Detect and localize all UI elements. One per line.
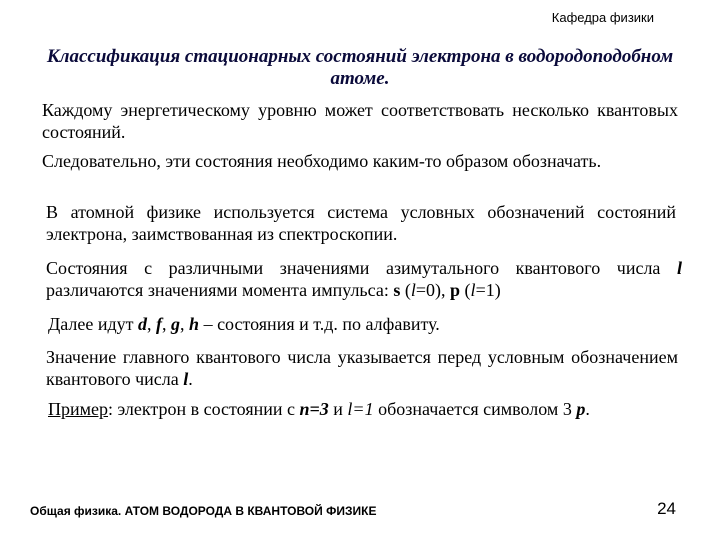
text-fragment: и xyxy=(328,399,348,419)
text-fragment: Состояния с различными значениями азимутального квантового числа xyxy=(46,258,677,278)
symbol-f: f xyxy=(156,314,163,334)
paragraph-principal-number xyxy=(46,346,678,390)
symbol-n3: n=3 xyxy=(299,399,329,419)
text-fragment: . xyxy=(585,399,590,419)
symbol-h: h xyxy=(189,314,200,334)
paragraph-example xyxy=(48,398,680,420)
text-fragment: =1) xyxy=(475,280,501,300)
symbol-l1: l=1 xyxy=(347,399,374,419)
symbol-l: l xyxy=(183,369,189,389)
paragraph-notation-system: В атомной физике используется система условных обозначений состояний электрона, заимствованная из спектроскопии. xyxy=(46,202,676,244)
text-fragment: различаются значениями момента импульса: xyxy=(46,280,394,300)
symbol-s: s xyxy=(393,280,401,300)
text-fragment: ( xyxy=(460,280,471,300)
paragraph-azimuthal xyxy=(46,257,682,301)
text-fragment: : электрон в состоянии с xyxy=(108,399,300,419)
symbol-l: l xyxy=(676,258,682,278)
symbol-p: p xyxy=(576,399,586,419)
symbol-p: p xyxy=(450,280,461,300)
page-number: 24 xyxy=(657,499,676,518)
text-fragment: Значение главного квантового числа указывается перед условным обозначением квантового числа xyxy=(46,347,678,389)
text-fragment: Далее идут xyxy=(48,314,139,334)
text-fragment: ( xyxy=(400,280,411,300)
example-label: Пример xyxy=(48,399,109,419)
paragraph-alphabet xyxy=(48,313,684,335)
text-fragment: , xyxy=(162,314,172,334)
text-fragment: , xyxy=(147,314,157,334)
department-header: Кафедра физики xyxy=(551,10,654,25)
text-fragment: , xyxy=(180,314,190,334)
text-fragment: . xyxy=(188,369,193,389)
symbol-g: g xyxy=(171,314,181,334)
symbol-l: l xyxy=(410,280,416,300)
symbol-l: l xyxy=(470,280,476,300)
text-fragment: – состояния и т.д. по алфавиту. xyxy=(199,314,440,334)
paragraph-levels: Каждому энергетическому уровню может соответствовать несколько квантовых состояний. xyxy=(42,100,678,142)
text-fragment: =0), xyxy=(415,280,451,300)
footer-course-title: Общая физика. АТОМ ВОДОРОДА В КВАНТОВОЙ ФИЗИКЕ xyxy=(30,504,377,518)
text-fragment: обозначается символом 3 xyxy=(373,399,577,419)
slide-title: Классификация стационарных состояний электрона в водородоподобном атоме. xyxy=(46,46,674,89)
symbol-d: d xyxy=(138,314,148,334)
paragraph-consequently: Следовательно, эти состояния необходимо каким-то образом обозначать. xyxy=(42,151,602,171)
